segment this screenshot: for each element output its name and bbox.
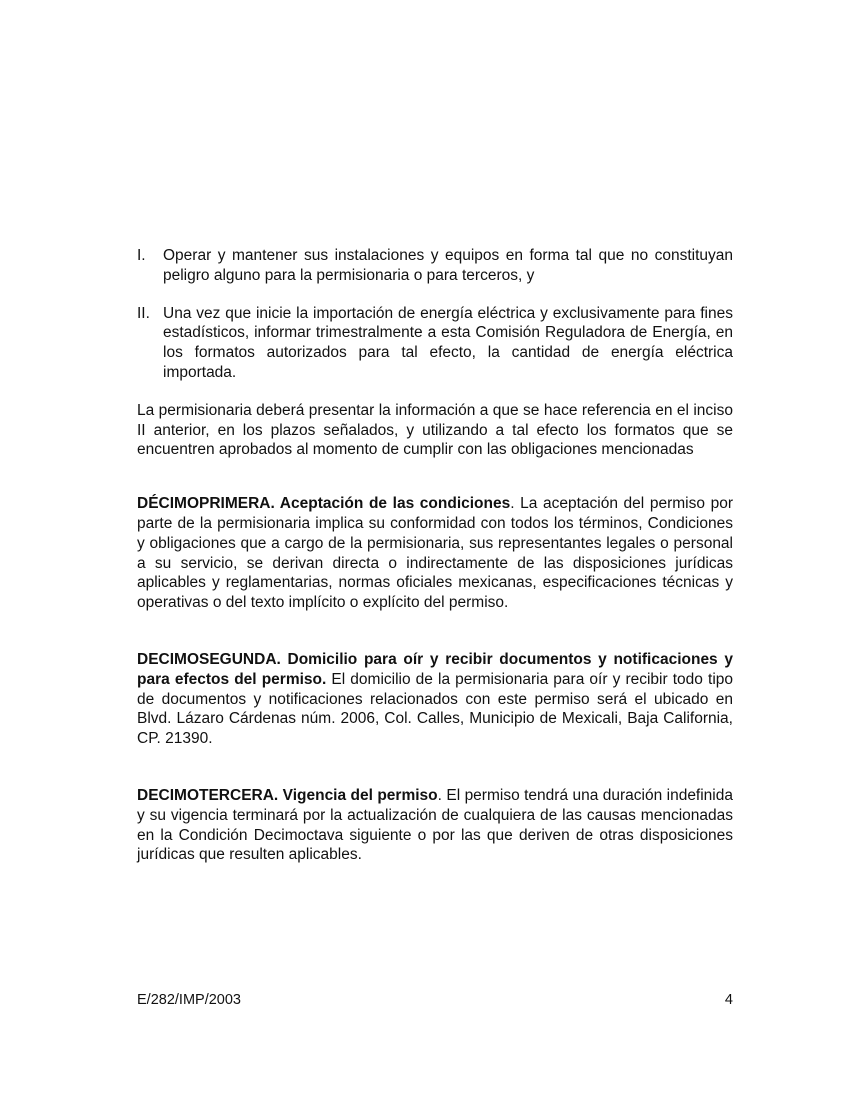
- page-footer: [137, 991, 733, 1011]
- condition-decimoprimera: [137, 494, 733, 613]
- list-item-text: Una vez que inicie la importación de energía eléctrica y exclusivamente para fines estadísticos, informar trimestralmente a esta Comisión Reguladora de Energía, en los formatos autorizados para tal efecto, la cantidad de energía eléctrica importada.: [163, 304, 733, 381]
- list-item: [137, 246, 733, 286]
- intro-paragraph: La permisionaria deberá presentar la información a que se hace referencia en el inciso II anterior, en los plazos señalados, y utilizando a tal efecto los formatos que se encuentren aprobados al momento de cumplir con las obligaciones mencionadas: [137, 401, 733, 459]
- condition-body: El domicilio de la permisionaria para oír y recibir todo tipo de documentos y notificaciones relacionados con este permiso será el ubicado en Blvd. Lázaro Cárdenas núm. 2006, Col. Calles, Municipio de Mexicali, Baja California, CP. 21390.: [137, 670, 734, 748]
- condition-decimosegunda: [137, 650, 733, 749]
- condition-title: DÉCIMOPRIMERA. Aceptación de las condiciones: [137, 495, 511, 513]
- list-marker: I.: [137, 247, 146, 264]
- condition-title: DECIMOTERCERA. Vigencia del permiso: [137, 786, 438, 804]
- condition-body: . El permiso tendrá una duración indefinida y su vigencia terminará por la actualización de cualquiera de las causas mencionadas en la Condición Decimoctava siguiente o por las que deriven de otras disposiciones jurídicas que resulten aplicables.: [137, 786, 733, 864]
- condition-title: DECIMOSEGUNDA. Domicilio para oír y recibir documentos y notificaciones y para efectos del permiso.: [137, 650, 733, 688]
- page-number: 4: [724, 992, 733, 1008]
- condition-decimotercera: [137, 786, 733, 865]
- document-reference: E/282/IMP/2003: [137, 992, 241, 1008]
- list-marker: II.: [137, 304, 150, 322]
- list-item: [137, 304, 733, 383]
- document-content: [137, 246, 733, 902]
- condition-body: . La aceptación del permiso por parte de la permisionaria implica su conformidad con todos los términos, Condiciones y obligaciones que a cargo de la permisionaria, sus representantes legales o personal a su servicio, se derivan directa o indirectamente de las disposiciones jurídicas aplicables y reglamentarias, normas oficiales mexicanas, especificaciones técnicas y operativas o del texto implícito o explícito del permiso.: [137, 495, 733, 612]
- list-item-text: Operar y mantener sus instalaciones y equipos en forma tal que no constituyan peligro alguno para la permisionaria o para terceros, y: [163, 247, 733, 284]
